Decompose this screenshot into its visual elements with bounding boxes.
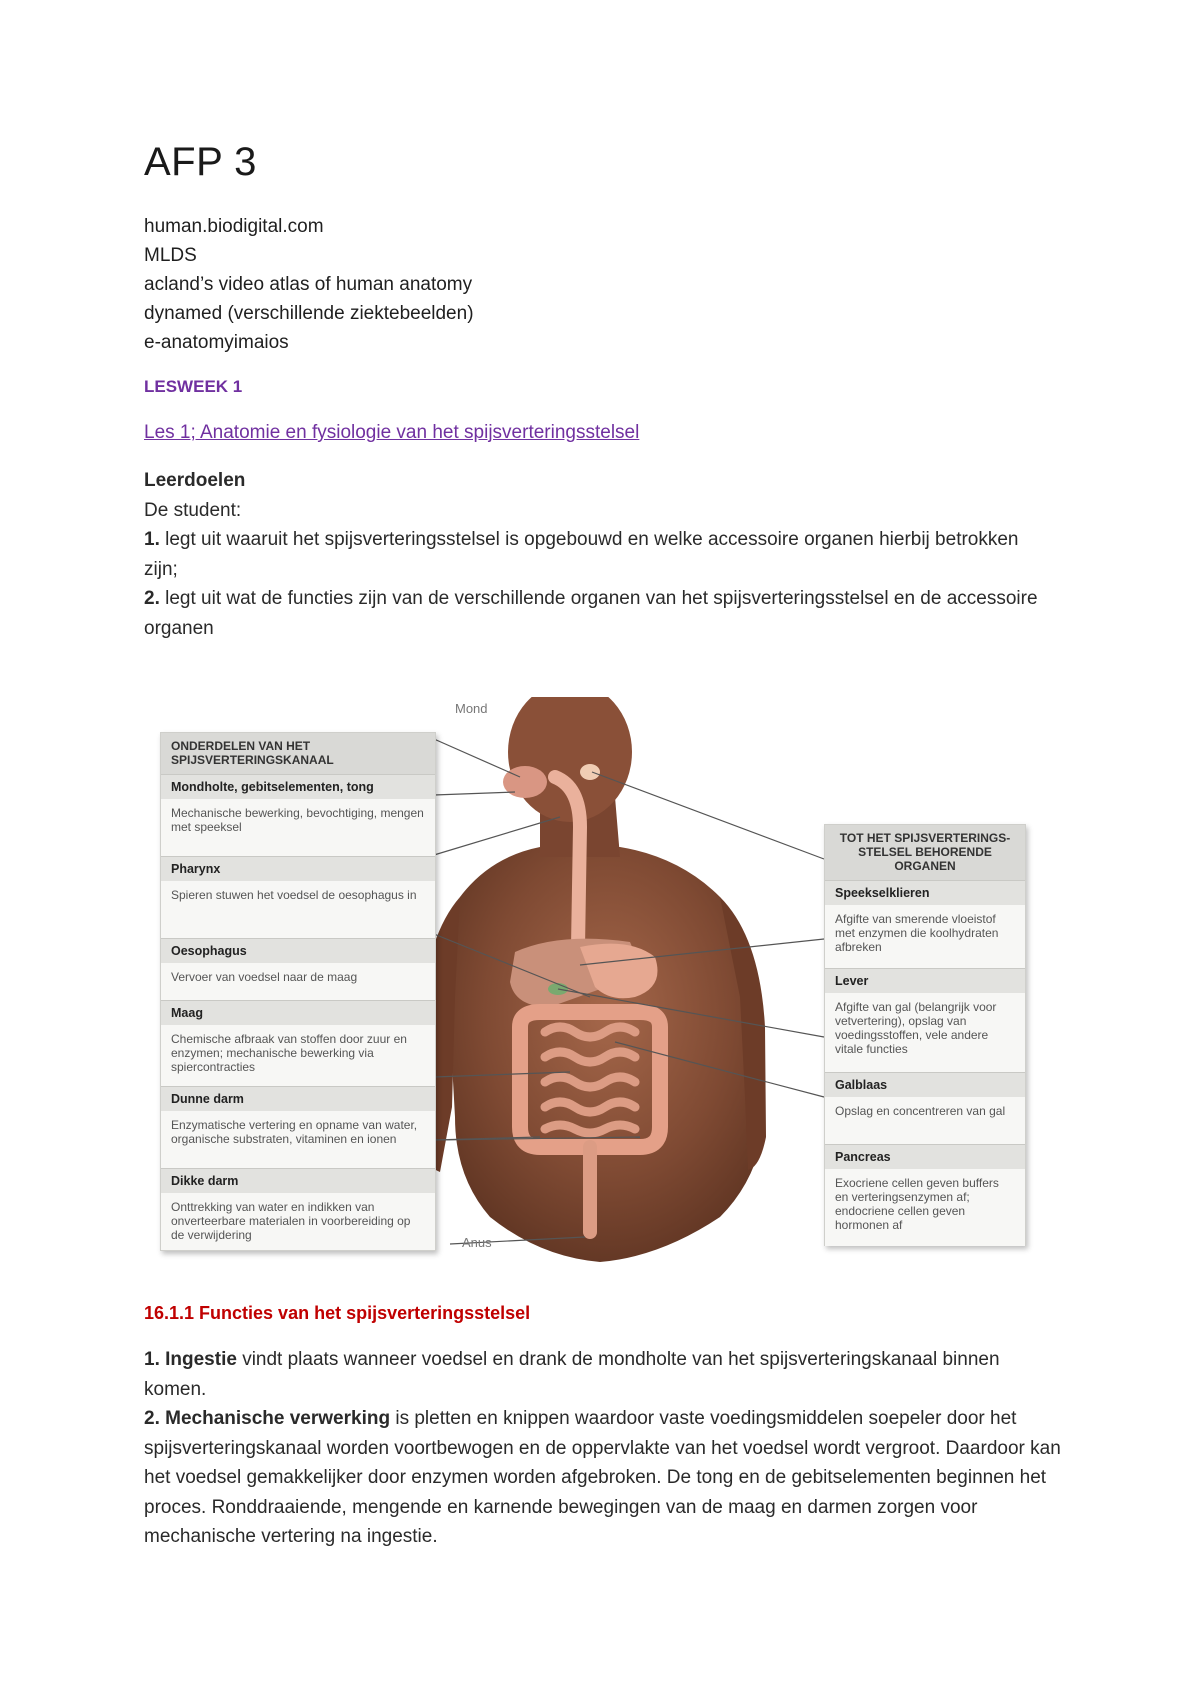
accessory-organs-panel [824,824,1026,1246]
goal-number: 2. [144,588,160,609]
panel-section-heading: Oesophagus [161,938,435,963]
panel-section-heading: Speekselklieren [825,880,1025,905]
digestive-system-figure [160,697,1040,1282]
resource-item: e-anatomyimaios [144,332,289,353]
panel-section-heading: Galblaas [825,1072,1025,1097]
resource-item: dynamed (verschillende ziektebeelden) [144,303,474,324]
panel-section-body: Afgifte van gal (belangrijk voor vetvertering), opslag van voedingsstoffen, vele andere vitale functies [825,993,1025,1072]
mouth-cavity [503,766,547,798]
resource-item: acland’s video atlas of human anatomy [144,274,473,295]
goals-heading: Leerdoelen [144,470,246,491]
goal-number: 1. [144,529,160,550]
resource-item: human.biodigital.com [144,216,324,237]
term-mechanische-verwerking: 2. Mechanische verwerking [144,1408,391,1429]
panel-header: ONDERDELEN VAN HET SPIJSVERTERINGSKANAAL [161,733,435,774]
panel-section-body: Spieren stuwen het voedsel de oesophagus in [161,881,435,938]
panel-section-body: Vervoer van voedsel naar de maag [161,963,435,1000]
panel-section-body: Exocriene cellen geven buffers en verteringsenzymen af; endocriene cellen geven hormonen af [825,1169,1025,1246]
panel-section-heading: Mondholte, gebitselementen, tong [161,774,435,799]
panel-section-body: Afgifte van smerende vloeistof met enzymen die koolhydraten afbreken [825,905,1025,968]
section-heading: 16.1.1 Functies van het spijsverteringsstelsel [144,1303,531,1323]
panel-section-body: Chemische afbraak van stoffen door zuur en enzymen; mechanische bewerking via spiercontracties [161,1025,435,1086]
paragraph-mechanische-verwerking [144,1404,1064,1552]
panel-section-body: Enzymatische vertering en opname van water, organische substraten, vitaminen en ionen [161,1111,435,1168]
paragraph-ingestie [144,1345,1064,1404]
lesson-link[interactable]: Les 1; Anatomie en fysiologie van het spijsverteringsstelsel [144,422,640,443]
panel-section-heading: Pancreas [825,1144,1025,1169]
panel-section-heading: Pharynx [161,856,435,881]
goal-item-1 [144,525,1044,584]
week-heading: LESWEEK 1 [144,377,243,396]
goal-text: legt uit wat de functies zijn van de verschillende organen van het spijsverteringsstelsel en de accessoire organen [144,588,1038,639]
resource-list [144,212,474,357]
learning-goals [144,466,1044,643]
goals-intro: De student: [144,499,242,521]
panel-section-heading: Maag [161,1000,435,1025]
document-title: AFP 3 [144,140,257,184]
goal-item-2 [144,584,1044,643]
panel-header: TOT HET SPIJSVERTERINGS-STELSEL BEHORENDE ORGANEN [825,825,1025,880]
section-body [144,1345,1064,1552]
panel-section-body: Opslag en concentreren van gal [825,1097,1025,1144]
goal-text: legt uit waaruit het spijsverteringsstelsel is opgebouwd en welke accessoire organen hierbij betrokken zijn; [144,529,1019,580]
panel-section-body: Onttrekking van water en indikken van onverteerbare materialen in voorbereiding op de verwijdering [161,1193,435,1250]
panel-section-heading: Lever [825,968,1025,993]
digestive-tract-panel [160,732,436,1251]
panel-section-heading: Dunne darm [161,1086,435,1111]
panel-section-body: Mechanische bewerking, bevochtiging, mengen met speeksel [161,799,435,856]
term-ingestie: 1. Ingestie [144,1349,237,1370]
salivary-gland [580,764,600,780]
label-mond: Mond [455,701,488,716]
paragraph-text: vindt plaats wanneer voedsel en drank de mondholte van het spijsverteringskanaal binnen komen. [144,1349,1000,1400]
panel-section-heading: Dikke darm [161,1168,435,1193]
resource-item: MLDS [144,245,197,266]
label-anus: Anus [462,1235,492,1250]
paragraph-text: is pletten en knippen waardoor vaste voedingsmiddelen soepeler door het spijsverteringskanaal worden voortbewogen en de oppervlakte van het voedsel wordt vergroot. Daardoor kan het voedsel gemakkelijker door enzymen worden afgebroken. De tong en de gebitselementen beginnen het proces. Ronddraaiende, mengende en karnende bewegingen van de maag en darmen zorgen voor mechanische vertering na ingestie. [144,1408,1061,1547]
